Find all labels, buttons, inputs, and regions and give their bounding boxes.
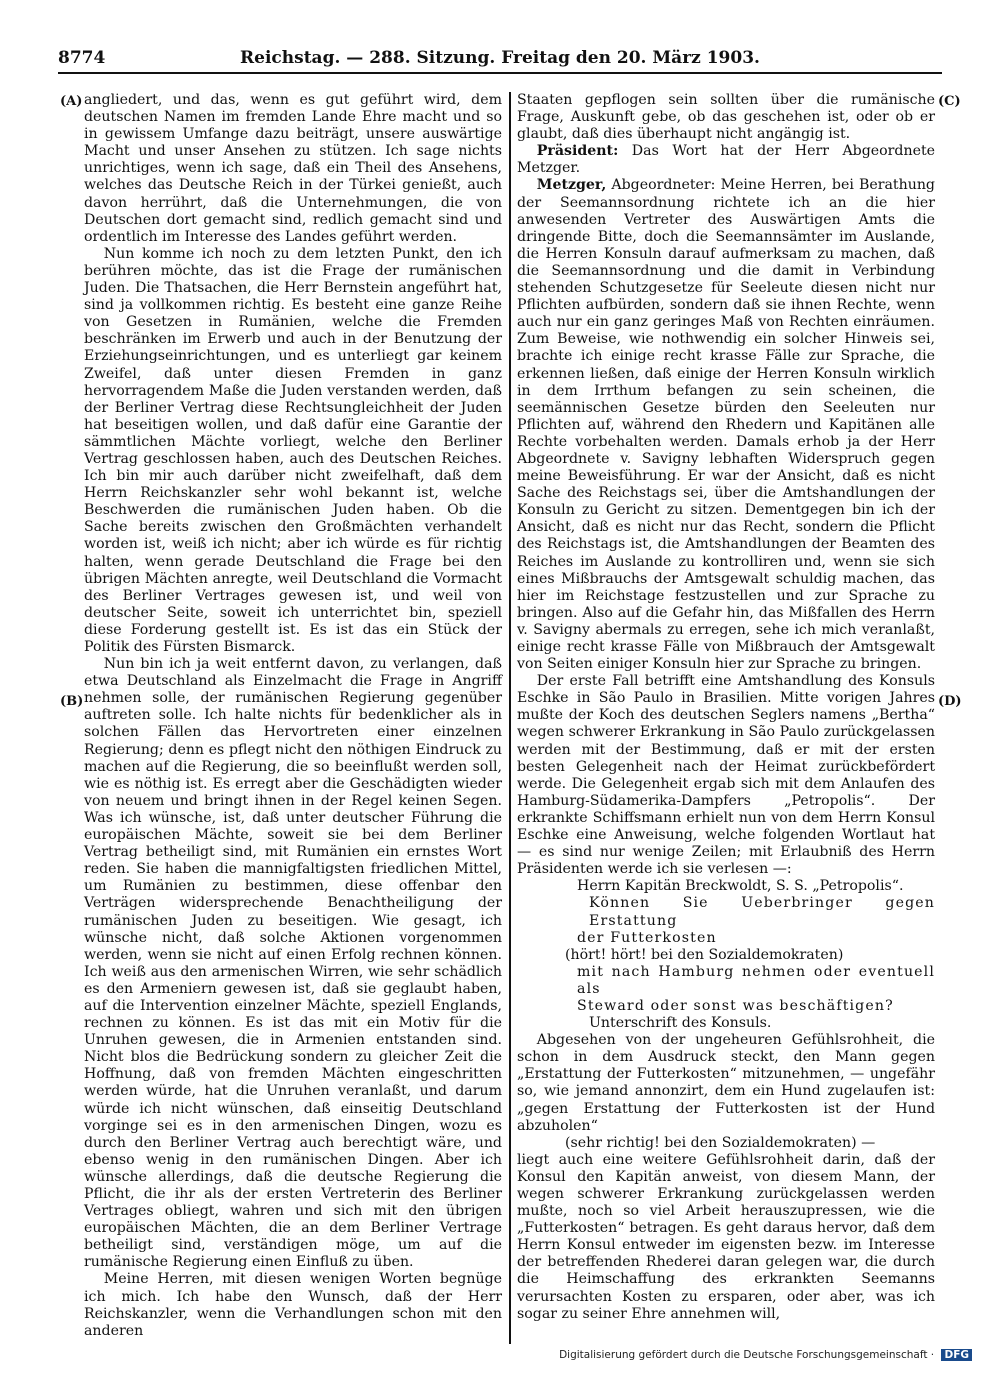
margin-mark-c: (C) — [938, 94, 961, 109]
paragraph: Meine Herren, mit diesen wenigen Worten begnüge ich mich. Ich habe den Wunsch, daß der Herr Reichskanzler, wenn die Verhandlungen schon mit den anderen — [84, 1271, 502, 1339]
page-number: 8774 — [58, 48, 106, 68]
paragraph-text: Abgeordneter: Meine Herren, bei Berathung der Seemannsordnung richtete ich an die hier anwesenden Vertreter des Auswärtigen Amts die dringende Bitte, doch die Seemannsämter im Auslande, die Herren Konsuln darauf aufmerksam zu machen, daß die Seemannsordnung und die damit in Verbindung stehenden Schutzgesetze für Seeleute diesen nicht nur Pflichten aufbürden, sondern daß sie ihnen Rechte, wenn auch nur ein ganz geringes Maß von Rechten einräumen. Zum Beweise, wie nothwendig ein solcher Hinweis sei, brachte ich einige recht krasse Fälle zur Sprache, die erkennen ließen, daß einige der Herren Konsuln wirklich in dem Irrthum befangen zu sein scheinen, die seemännischen Gesetze bürden den Seeleuten nur Pflichten auf, während den Rhedern und Kapitänen alle Rechte vorbehalten werden. Damals erhob ja der Herr Abgeordnete v. Savigny lebhaften Widerspruch gegen meine Beweisführung. Er war der Ansicht, daß es nicht Sache des Reichstags sei, über die Amtshandlungen der Konsuln zu Gericht zu sitzen. Dementgegen bin ich der Ansicht, daß es nicht nur das Recht, sondern die Pflicht des Reichstags ist, die Amtshandlungen der Beamten des Reiches im Auslande zu kontrolliren und, wenn sie sich eines Mißbrauchs der Amtsgewalt schuldig machen, das hier im Reichstage festzustellen und zur Sprache zu bringen. Also auf die Gefahr hin, das Mißfallen des Herrn v. Savigny abermals zu erregen, sehe ich mich veranlaßt, einige recht krasse Fälle von Mißbrauch der Amtsgewalt von Seiten einiger Konsuln hier zur Sprache zu bringen. — [517, 177, 935, 673]
right-column — [517, 92, 935, 1323]
page-title: Reichstag. — 288. Sitzung. Freitag den 20. März 1903. — [240, 48, 760, 68]
interjection: (sehr richtig! bei den Sozialdemokraten) — — [565, 1134, 876, 1151]
letter-line: mit nach Hamburg nehmen oder eventuell als — [577, 963, 935, 997]
column-divider — [509, 92, 511, 1344]
paragraph: Nun bin ich ja weit entfernt davon, zu verlangen, daß etwa Deutschland als Einzelmacht die Frage in Angriff nehmen solle, der rumänischen Regierung gegenüber auftreten solle. Ich halte nichts für bedenklicher als in solchen Fällen das Hervortreten einer einzelnen Regierung; denn es pflegt nicht den nöthigen Eindruck zu machen auf die Regierung, die so beeinflußt werden soll, wie es nöthig ist. Es erregt aber die Geschädigten wieder von neuem und bringt ihnen in der Regel keinen Segen. Was ich wünsche, ist, daß unter deutscher Führung die europäischen Mächte, soweit sie bei dem Berliner Vertrag betheiligt sind, mit Rumänien ein ernstes Wort reden. Sie haben die mannigfaltigsten friedlichen Mittel, um Rumänien zu bestimmen, diese offenbar den Verträgen widersprechende Benachtheiligung der rumänischen Juden zu beseitigen. Wie gesagt, ich wünsche nicht, daß solche Aktionen vorgenommen werden, wenn sie nicht auf einen Erfolg rechnen können. Ich weiß aus den armenischen Wirren, wie sehr schädlich es den Armeniern gewesen ist, daß sie geglaubt haben, auf die Intervention einzelner Mächte, speziell Englands, rechnen zu können. Es ist das mit ein Motiv für die Unruhen gewesen, die in Armenien entstanden sind. Nicht blos die Bedrückung sondern zu gleicher Zeit die Hoffnung, daß von fremden Mächten eingeschritten werden würde, hat die Unruhen veranlaßt, und darum würde ich nicht wünschen, daß einseitig Deutschland vorginge sei es in den armenischen Dingen, wozu es durch den Berliner Vertrag auch berechtigt wäre, und ebenso wenig in den rumänischen Dingen. Aber ich wünsche allerdings, daß die deutsche Regierung die Pflicht, die ihr als der ersten Vertreterin des Berliner Vertrages obliegt, wahren und sich mit den übrigen europäischen Mächten, die an dem Berliner Vertrage betheiligt sind, verständigen möge, um auf die rumänische Regierung einen Einfluß zu üben. — [84, 656, 502, 1271]
president-paragraph — [517, 143, 935, 177]
letter-line: Können Sie Ueberbringer gegen Erstattung — [589, 895, 935, 929]
footer-credit — [559, 1349, 972, 1361]
speaker-label-metzger: Metzger, — [536, 177, 607, 194]
paragraph-text: Das Wort hat der Herr Abgeordnete Metzger. — [517, 143, 935, 177]
footer-text: Digitalisierung gefördert durch die Deutsche Forschungsgemeinschaft · — [559, 1349, 935, 1361]
margin-mark-a: (A) — [60, 94, 83, 109]
page-header — [58, 44, 942, 74]
left-column — [84, 92, 502, 1340]
paragraph: liegt auch eine weitere Gefühlsrohheit darin, daß der Konsul den Kapitän anweist, von diesem Mann, der wegen schwerer Erkrankung zurückgelassen werden mußte, noch so viel Arbeit herauszupressen, wie die „Futterkosten“ betragen. Es geht daraus hervor, daß dem Herrn Konsul entweder im eigensten bezw. im Interesse der betreffenden Rhederei daran gelegen war, die durch die Heimschaffung des erkrankten Seemanns verursachten Kosten zu ersparen, oder aber, was ich sogar zu seiner Ehre annehmen will, — [517, 1151, 935, 1322]
speaker-label-president: Präsident: — [536, 143, 619, 160]
speech-paragraph — [517, 177, 935, 673]
paragraph: angliedert, und das, wenn es gut geführt wird, dem deutschen Namen im fremden Lande Ehre macht und so in gewissem Umfange dazu beiträgt, unsere auswärtige Macht und unser Ansehen zu stützen. Ich sage nichts unrichtiges, wenn ich sage, daß ein Theil des Ansehens, welches das Deutsche Reich in der Türkei genießt, auch davon herrührt, daß die Unternehmungen, die von Deutschen dort gemacht sind, redlich gemacht sind und ordentlich im Interesse des Landes geführt werden. — [84, 92, 502, 245]
letter-line: Herrn Kapitän Breckwoldt, S. S. „Petropolis“. — [577, 878, 904, 895]
interjection: (hört! hört! bei den Sozialdemokraten) — [565, 946, 844, 963]
margin-mark-b: (B) — [60, 694, 84, 709]
letter-signature: Unterschrift des Konsuls. — [589, 1015, 772, 1032]
paragraph: Nun komme ich noch zu dem letzten Punkt, den ich berühren möchte, das ist die Frage der rumänischen Juden. Die Thatsachen, die Herr Bernstein angeführt hat, sind ja vollkommen richtig. Es besteht eine ganze Reihe von Gesetzen in Rumänien, welche die Fremden beschränken im Erwerb und auch in der Benutzung der Erziehungseinrichtungen, und es unterliegt gar keinem Zweifel, daß unter diesen Fremden in ganz hervorragendem Maße die Juden verstanden werden, daß der Berliner Vertrag diese Rechtsungleichheit der Juden hat beseitigen wollen, und daß dafür eine Garantie der sämmtlichen Mächte vorliegt, welche den Berliner Vertrag geschlossen haben, auch des Deutschen Reiches. Ich bin mir auch darüber nicht zweifelhaft, daß dem Herrn Reichskanzler sehr wohl bekannt ist, welche Beschwerden die rumänischen Juden haben. Ob die Sache bereits zwischen den Großmächten verhandelt worden ist, weiß ich nicht; aber ich würde es für richtig halten, wenn gerade Deutschland die Frage bei den übrigen Mächten anregte, weil Deutschland die Vormacht des Berliner Vertrages gewesen ist, und weil von deutscher Seite, soweit ich unterrichtet bin, speziell diese Forderung gestellt ist. Es ist das ein Stück der Politik des Fürsten Bismarck. — [84, 245, 502, 655]
paragraph: Staaten gepflogen sein sollten über die rumänische Frage, Auskunft gebe, ob das geschehen ist, oder ob er glaubt, daß dies überhaupt nicht angängig ist. — [517, 92, 935, 143]
letter-line: Steward oder sonst was beschäftigen? — [577, 997, 894, 1014]
dfg-logo: DFG — [941, 1349, 972, 1361]
paragraph: Der erste Fall betrifft eine Amtshandlung des Konsuls Eschke in São Paulo in Brasilien. Mitte vorigen Jahres mußte der Koch des deutschen Seglers namens „Bertha“ wegen schwerer Erkrankung in São Paulo zurückgelassen werden mit der Bestimmung, daß er mit der ersten besten Gelegenheit nach der Heimat zurückbefördert werde. Die Gelegenheit ergab sich mit dem Anlaufen des Hamburg-Südamerika-Dampfers „Petropolis“. Der erkrankte Schiffsmann erhielt nun von dem Herrn Konsul Eschke eine Anweisung, welche folgenden Wortlaut hat — es sind nur wenige Zeilen; mit Erlaubniß des Herrn Präsidenten werde ich sie verlesen —: — [517, 673, 935, 878]
paragraph: Abgesehen von der ungeheuren Gefühlsrohheit, die schon in dem Ausdruck steckt, den Mann gegen „Erstattung der Futterkosten“ mitzunehmen, — ungefähr so, wie jemand annonzirt, dem ein Hund zugelaufen ist: „gegen Erstattung der Futterkosten ist der Hund abzuholen“ — [517, 1032, 935, 1134]
margin-mark-d: (D) — [938, 694, 962, 709]
letter-line: der Futterkosten — [577, 929, 717, 946]
